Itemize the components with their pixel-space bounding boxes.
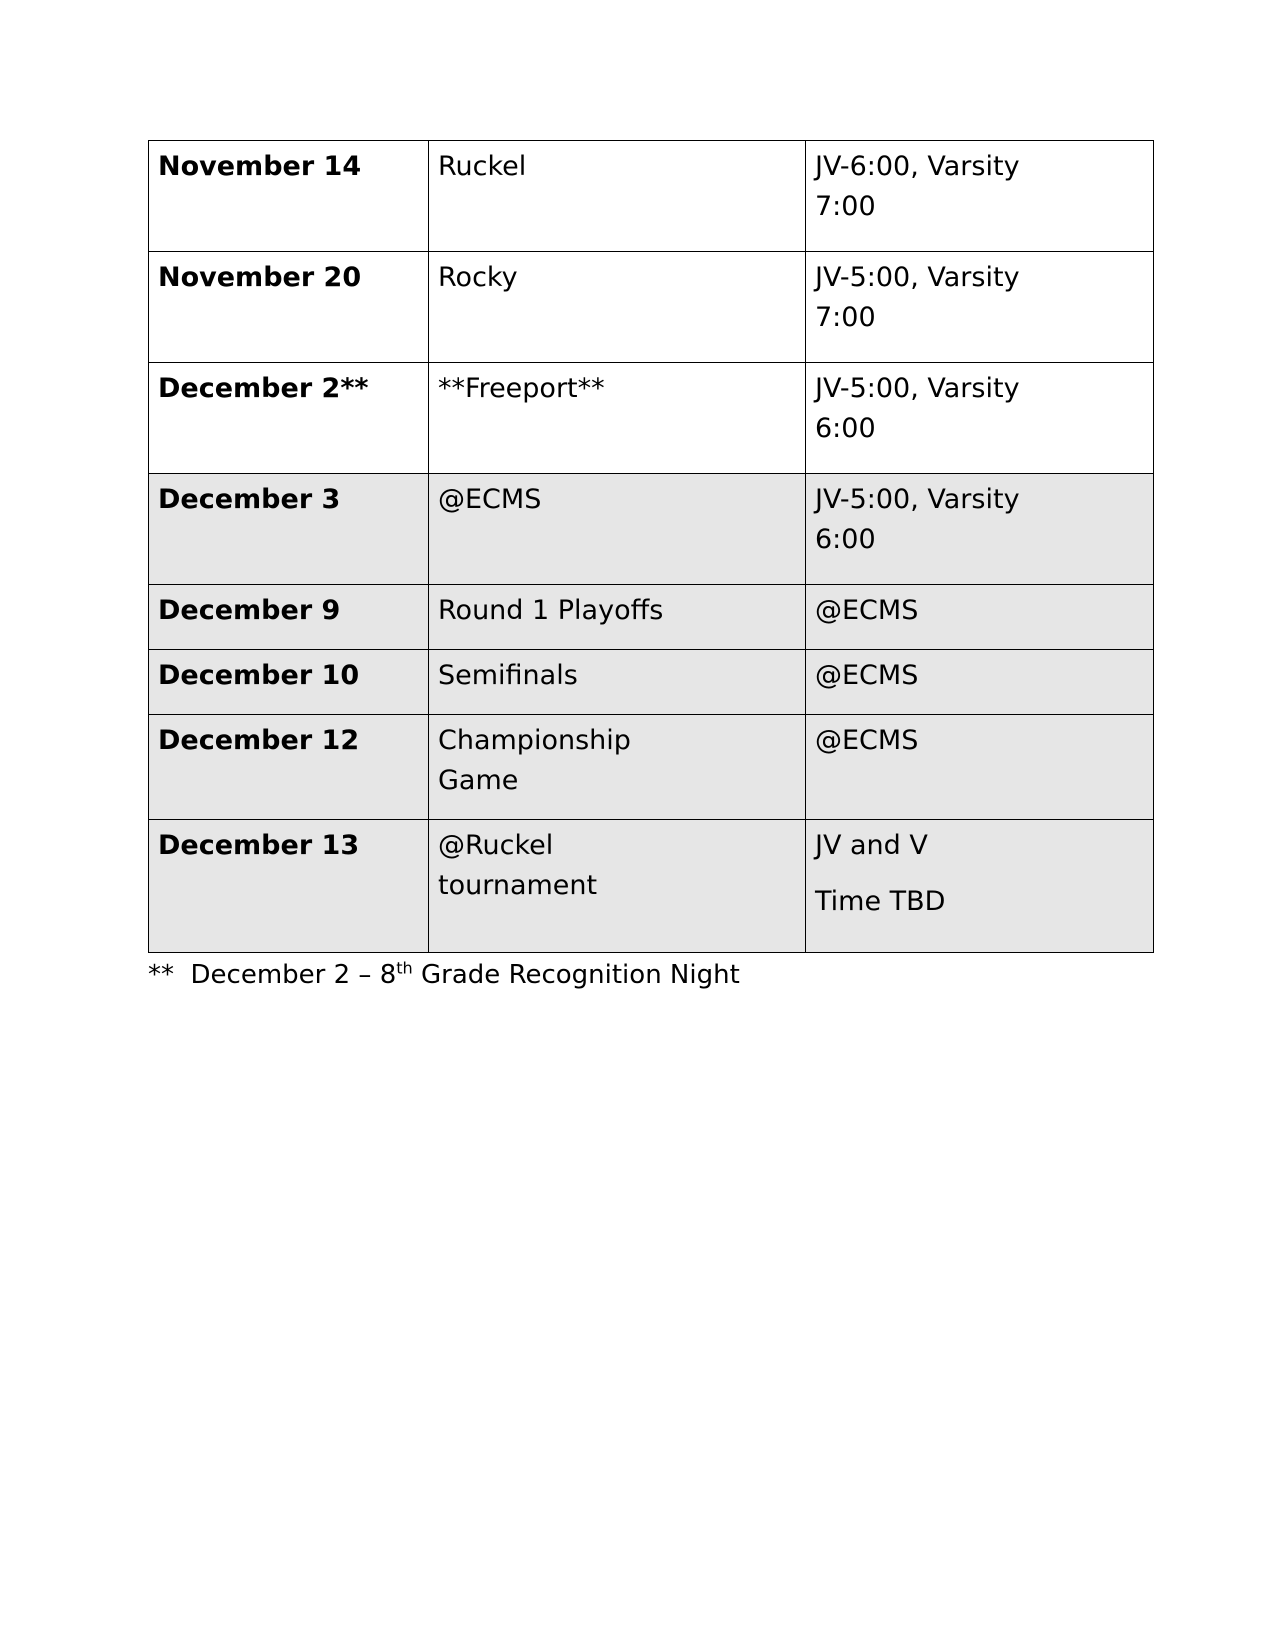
opponent-line-1: @Ruckel [438,830,554,861]
opponent-line-2: Game [438,764,519,796]
footnote-text-after: Grade Recognition Night [412,960,740,990]
table-row [149,363,1154,474]
opponent-line: Ruckel [438,151,527,182]
time-line-1: @ECMS [815,725,919,756]
cell-date: November 20 [149,252,429,363]
schedule-table [148,140,1154,953]
opponent-line: **Freeport** [438,373,605,404]
time-line-1: @ECMS [815,660,919,691]
cell-opponent [429,820,806,953]
cell-date: December 13 [149,820,429,953]
time-line-1: JV-5:00, Varsity [815,262,1020,293]
opponent-line-1: Championship [438,725,631,756]
cell-time [806,820,1154,953]
opponent-line: Rocky [438,262,518,293]
opponent-line: Semifinals [438,660,578,691]
cell-opponent [429,650,806,715]
time-line-2: 6:00 [815,523,876,555]
cell-opponent [429,252,806,363]
cell-time [806,141,1154,252]
table-row [149,650,1154,715]
cell-time [806,715,1154,820]
opponent-line-2: tournament [438,869,598,901]
time-line-2: 6:00 [815,412,876,444]
table-row [149,585,1154,650]
cell-date: December 10 [149,650,429,715]
schedule-table-body [149,141,1154,953]
table-row [149,252,1154,363]
table-row [149,474,1154,585]
cell-time [806,650,1154,715]
cell-date: December 9 [149,585,429,650]
footnote [148,957,1153,993]
cell-time [806,474,1154,585]
time-line-1: JV-5:00, Varsity [815,484,1020,515]
opponent-line: @ECMS [438,484,542,515]
cell-opponent [429,141,806,252]
cell-date: December 3 [149,474,429,585]
cell-opponent [429,363,806,474]
document-body [148,140,1153,993]
table-row [149,820,1154,953]
opponent-line: Round 1 Playoffs [438,595,664,626]
table-row [149,715,1154,820]
cell-date: December 2** [149,363,429,474]
time-line-1: JV and V [815,830,928,861]
table-row [149,141,1154,252]
cell-date: November 14 [149,141,429,252]
cell-date: December 12 [149,715,429,820]
time-line-1: @ECMS [815,595,919,626]
cell-time [806,585,1154,650]
cell-time [806,252,1154,363]
cell-opponent [429,474,806,585]
footnote-marker: ** [148,960,174,990]
footnote-ordinal-suffix: th [396,958,413,978]
time-line-2: 7:00 [815,301,876,333]
cell-opponent [429,585,806,650]
time-line-2: Time TBD [815,885,946,917]
cell-opponent [429,715,806,820]
time-line-2: 7:00 [815,190,876,222]
footnote-text-before: December 2 – 8 [174,960,397,990]
time-line-1: JV-5:00, Varsity [815,373,1020,404]
cell-time [806,363,1154,474]
time-line-1: JV-6:00, Varsity [815,151,1020,182]
